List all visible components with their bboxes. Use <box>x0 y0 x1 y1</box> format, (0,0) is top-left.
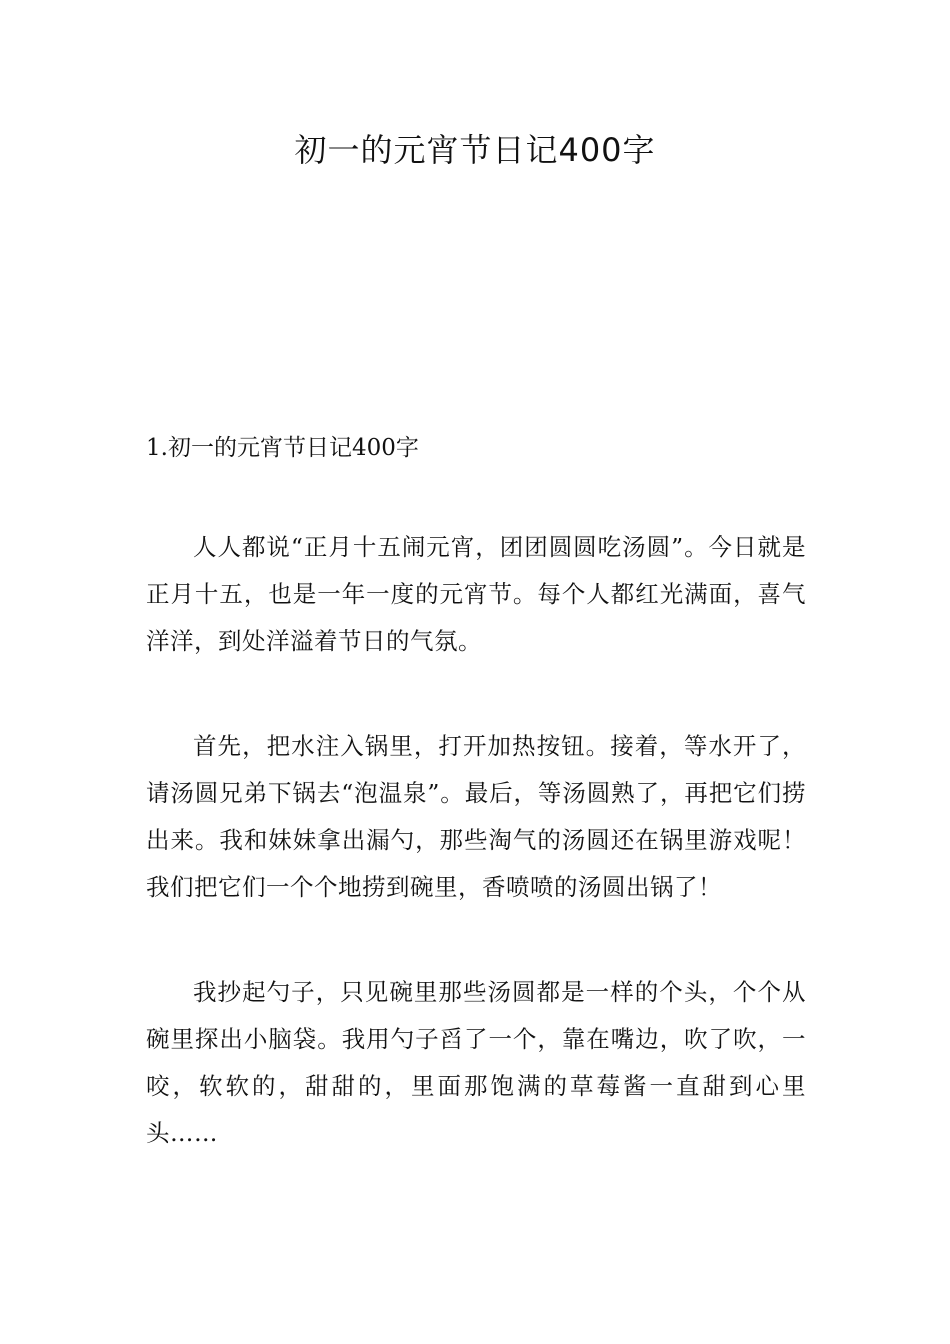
paragraph-1: 人人都说“正月十五闹元宵，团团圆圆吃汤圆”。今日就是正月十五，也是一年一度的元宵节。每个人都红光满面，喜气洋洋，到处洋溢着节日的气氛。 <box>146 533 806 655</box>
section-heading: 1.初一的元宵节日记400字 <box>146 435 419 461</box>
paragraph-3: 我抄起勺子，只见碗里那些汤圆都是一样的个头，个个从碗里探出小脑袋。我用勺子舀了一个，靠在嘴边，吹了吹，一咬，软软的，甜甜的，里面那饱满的草莓酱一直甜到心里头…… <box>146 978 806 1147</box>
document-title: 初一的元宵节日记400字 <box>294 131 656 169</box>
document-body <box>146 430 806 1157</box>
paragraph-2: 首先，把水注入锅里，打开加热按钮。接着，等水开了，请汤圆兄弟下锅去“泡温泉”。最后，等汤圆熟了，再把它们捞出来。我和妹妹拿出漏勺，那些淘气的汤圆还在锅里游戏呢！我们把它们一个个地捞到碗里，香喷喷的汤圆出锅了！ <box>146 732 806 901</box>
